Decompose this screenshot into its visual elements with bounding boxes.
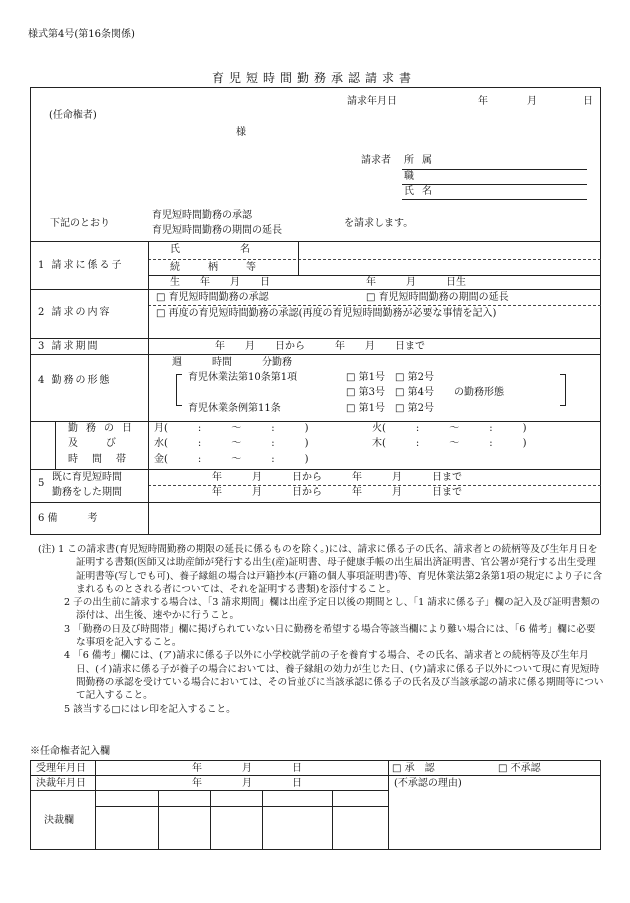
days-label-1: 勤務の日 (68, 423, 140, 434)
birth-date-field[interactable]: 年 月 日生 (366, 277, 466, 288)
request-month[interactable]: 月 (527, 96, 537, 107)
law10-checks-2[interactable]: □ 第3号 □ 第4号 の勤務形態 (346, 387, 504, 398)
thursday-hours[interactable]: 木( : 〜 : ) (372, 438, 527, 449)
prior-period-2[interactable]: 年 月 日から 年 月 日まで (212, 487, 462, 498)
request-date-label: 請求年月日 (347, 96, 397, 107)
days-label-2: 及び (68, 438, 144, 449)
reject-reason-label: (不承認の理由) (394, 778, 462, 789)
work-form-label: 4 勤務の形態 (38, 375, 112, 386)
received-date-label: 受理年月日 (36, 763, 86, 774)
note-3: 3 「勤務の日及び時間帯」欄に掲げられていない日に勤務を希望する場合等該当欄により難い場合には、「6 備考」欄に必要な事項を記入すること。 (64, 623, 596, 649)
prior-label-1: 既に育児短時間 (52, 472, 122, 483)
prior-period-1[interactable]: 年 月 日から 年 月 日まで (212, 472, 462, 483)
option-approval: 育児短時間勤務の承認 (152, 210, 252, 221)
form-number: 様式第4号(第16条関係) (28, 29, 135, 40)
as-follows-label: 下記のとおり (50, 218, 110, 229)
relation-label: 続柄等 (170, 262, 284, 273)
option-extension: 育児短時間勤務の期間の延長 (152, 225, 282, 236)
content-label: 2 請求の内容 (38, 307, 112, 318)
prior-label-2: 勤務をした期間 (52, 487, 122, 498)
post-label: 職 (404, 171, 414, 182)
notes (38, 543, 604, 716)
note-5: 5 該当する□にはレ印を記入すること。 (64, 703, 236, 715)
form-title: 育児短時間勤務承認請求書 (212, 71, 417, 85)
sama-label: 様 (236, 127, 246, 138)
period-value[interactable]: 年 月 日から 年 月 日まで (215, 341, 425, 352)
monday-hours[interactable]: 月( : 〜 : ) (154, 423, 309, 434)
request-year[interactable]: 年 (478, 96, 488, 107)
wednesday-hours[interactable]: 水( : 〜 : ) (154, 438, 309, 449)
note-1: (注) 1 この請求書(育児短時間勤務の期限の延長に係るものを除く。)には、請求に係る子の氏名、請求者との続柄等及び生年月日を証明する書類(医師又は助産師が発行する出生(産)証明書、母子健康手帳の出生届出済証明書、官公署が発行する出生受理証明書等(写しでも可)、養子縁組の場合は戸籍抄本(戸籍の個人事項証明書)等、育児休業法第2条第1項の規定により子に含まれるものとされる者については、それを証明する書類)を添付すること。 (38, 544, 603, 595)
ordinance11-label: 育児休業条例第11条 (188, 403, 281, 414)
decided-date-field[interactable]: 年 月 日 (192, 778, 302, 789)
remarks-label: 6 備 考 (38, 513, 98, 524)
request-suffix: を請求します。 (344, 218, 414, 229)
ordinance11-checks[interactable]: □ 第1号 □ 第2号 (346, 403, 434, 414)
left-bracket (176, 374, 182, 406)
note-2: 2 子の出生前に請求する場合は、「3 請求期間」欄は出産予定日以後の期間とし、「1 請求に係る子」欄の記入及び証明書類の添付は、出生後、速やかに行うこと。 (64, 597, 600, 622)
period-label: 3 請求期間 (38, 341, 100, 352)
post-line[interactable] (402, 184, 587, 185)
approve-checkbox[interactable]: □ 承 認 (392, 763, 435, 774)
authority-section-title: ※任命権者記入欄 (30, 746, 110, 757)
content-option-reapproval[interactable]: □ 再度の育児短時間勤務の承認(再度の育児短時間勤務が必要な事情を記入) (156, 308, 497, 319)
tuesday-hours[interactable]: 火( : 〜 : ) (372, 423, 527, 434)
authority-label: (任命権者) (49, 110, 97, 121)
law10-checks-1[interactable]: □ 第1号 □ 第2号 (346, 372, 434, 383)
friday-hours[interactable]: 金( : 〜 : ) (154, 454, 309, 465)
birth-label: 生年月日 (170, 277, 290, 288)
child-name-label: 氏名 (170, 244, 310, 255)
note-4: 4 「6 備考」欄には、(ア)請求に係る子以外に小学校就学前の子を養育する場合、その氏名、請求者との続柄等及び生年月日、(イ)請求に係る子が養子の場合においては、養子縁組の効力が生じた日、(ウ)請求に係る子以外について現に育児短時間勤務の承認を受けている場合においては、その旨並びに当該承認に係る子の氏名及び当該承認の請求に係る期間等について記入すること。 (64, 650, 604, 702)
name-line[interactable] (402, 199, 587, 200)
child-label: 1 請求に係る子 (38, 260, 124, 271)
request-day[interactable]: 日 (583, 96, 593, 107)
law10-label: 育児休業法第10条第1項 (188, 372, 298, 383)
prior-number: 5 (38, 478, 45, 489)
decided-date-label: 決裁年月日 (36, 778, 86, 789)
name-label: 氏名 (404, 186, 440, 197)
weekly-hours[interactable]: 週 時間 分勤務 (172, 357, 292, 368)
kessai-label: 決裁欄 (44, 815, 74, 826)
affiliation-label: 所属 (404, 155, 440, 166)
requester-label: 請求者 (361, 155, 391, 166)
days-label-3: 時間帯 (68, 454, 140, 465)
right-bracket (560, 374, 566, 406)
content-option-approval[interactable]: □ 育児短時間勤務の承認 (156, 292, 269, 303)
affiliation-line[interactable] (402, 169, 587, 170)
reject-checkbox[interactable]: □ 不承認 (498, 763, 541, 774)
content-option-extension[interactable]: □ 育児短時間勤務の期間の延長 (366, 292, 509, 303)
received-date-field[interactable]: 年 月 日 (192, 763, 302, 774)
